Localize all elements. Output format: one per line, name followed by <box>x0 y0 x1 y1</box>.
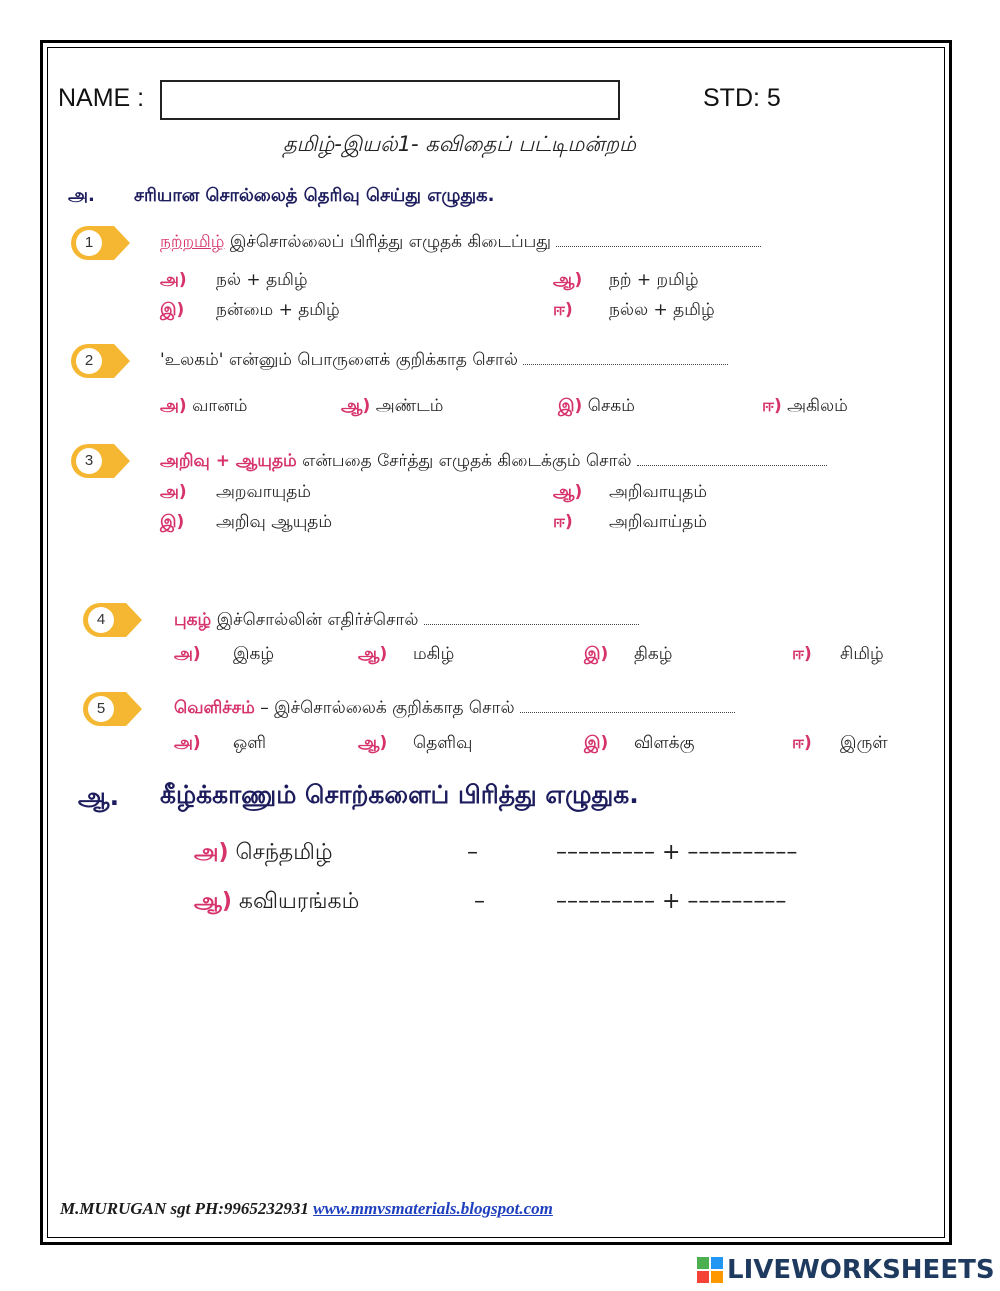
option-a[interactable] <box>174 644 201 666</box>
section-a-instruction: சரியான சொல்லைத் தெரிவு செய்து எழுதுக. <box>134 185 495 206</box>
option-marker: ஈ) <box>553 300 573 320</box>
footer-link[interactable]: www.mmvsmaterials.blogspot.com <box>313 1199 553 1218</box>
question-prompt: இச்சொல்லின் எதிர்ச்சொல் <box>216 610 419 630</box>
answer-blank[interactable] <box>424 610 639 625</box>
question-text <box>160 451 827 473</box>
question-number-badge <box>82 690 128 726</box>
answer-blank[interactable] <box>523 350 728 365</box>
question-prompt: என்பதை சேர்த்து எழுதக் கிடைக்கும் சொல் <box>302 451 632 471</box>
option-a-text[interactable]: ஒளி <box>233 733 267 753</box>
split-item-a <box>194 840 333 868</box>
option-c-text[interactable]: அறிவு ஆயுதம் <box>216 512 333 532</box>
option-marker: ஆ) <box>553 482 583 502</box>
option-a[interactable] <box>160 396 247 418</box>
item-word: செந்தமிழ் <box>235 840 333 865</box>
option-c[interactable] <box>558 396 635 418</box>
option-a-text[interactable]: நல் + தமிழ் <box>216 270 308 290</box>
item-marker: அ) <box>194 840 229 865</box>
option-marker: ஈ) <box>553 512 573 532</box>
option-marker: அ) <box>160 482 187 502</box>
question-prompt: – இச்சொல்லைக் குறிக்காத சொல் <box>260 698 515 718</box>
option-marker: ஈ) <box>762 396 782 416</box>
item-dash: – <box>474 889 485 914</box>
option-c-text[interactable]: நன்மை + தமிழ் <box>216 300 340 320</box>
liveworksheets-logo-icon <box>697 1257 723 1283</box>
option-c-text[interactable]: திகழ் <box>634 644 673 664</box>
brand-name: LIVEWORKSHEETS <box>727 1255 995 1285</box>
option-c[interactable] <box>160 512 184 534</box>
item-marker: ஆ) <box>194 889 232 914</box>
footer-credit <box>60 1199 553 1219</box>
split-item-b <box>194 889 359 917</box>
question-prompt: இச்சொல்லைப் பிரித்து எழுதக் கிடைப்பது <box>229 232 552 252</box>
option-marker: அ) <box>160 396 187 416</box>
answer-blank[interactable] <box>520 698 735 713</box>
option-b[interactable] <box>358 733 387 755</box>
question-number-badge <box>82 601 128 637</box>
option-marker: அ) <box>174 644 201 664</box>
answer-blank[interactable] <box>637 451 827 466</box>
question-keyword: வெளிச்சம் <box>174 698 255 718</box>
question-number: 3 <box>84 452 94 469</box>
footer-author: M.MURUGAN sgt PH:9965232931 <box>60 1199 309 1218</box>
worksheet-inner-border <box>47 47 945 1238</box>
option-d-text[interactable]: நல்ல + தமிழ் <box>609 300 715 320</box>
option-d[interactable] <box>792 733 812 755</box>
option-marker: ஆ) <box>341 396 371 416</box>
question-text <box>174 698 735 720</box>
question-number: 4 <box>96 611 106 628</box>
name-label: NAME : <box>58 84 145 112</box>
option-c[interactable] <box>584 733 608 755</box>
option-marker: ஆ) <box>358 733 388 753</box>
answer-blank[interactable] <box>556 232 761 247</box>
std-label: STD: 5 <box>703 84 781 112</box>
option-marker: அ) <box>160 270 187 290</box>
option-marker: ஆ) <box>553 270 583 290</box>
option-marker: இ) <box>160 300 185 320</box>
question-text <box>160 232 761 254</box>
option-c[interactable] <box>160 300 184 322</box>
option-c-text[interactable]: விளக்கு <box>634 733 695 753</box>
section-b-label: ஆ. <box>78 782 120 811</box>
question-keyword: புகழ் <box>174 610 212 630</box>
question-keyword: அறிவு + ஆயுதம் <box>160 451 297 471</box>
option-d-text[interactable]: அறிவாய்தம் <box>609 512 707 532</box>
option-marker: இ) <box>584 733 609 753</box>
question-number: 1 <box>84 234 94 251</box>
option-c[interactable] <box>584 644 608 666</box>
option-text: செகம் <box>587 396 635 416</box>
option-b-text[interactable]: அறிவாயுதம் <box>609 482 707 502</box>
question-number-badge <box>70 442 116 478</box>
option-text: வானம் <box>192 396 248 416</box>
question-prompt: 'உலகம்' என்னும் பொருளைக் குறிக்காத சொல் <box>160 350 518 370</box>
worksheet-title: தமிழ்-இயல்1- கவிதைப் பட்டிமன்றம் <box>283 132 636 156</box>
option-b-text[interactable]: மகிழ் <box>413 644 455 664</box>
option-d[interactable] <box>553 512 573 534</box>
question-number: 2 <box>84 352 94 369</box>
option-marker: இ) <box>558 396 583 416</box>
option-b-text[interactable]: தெளிவு <box>413 733 473 753</box>
option-marker: ஆ) <box>358 644 388 664</box>
option-marker: ஈ) <box>792 644 812 664</box>
worksheet-border <box>40 40 952 1245</box>
option-a[interactable] <box>160 482 187 504</box>
option-text: அண்டம் <box>375 396 444 416</box>
item-dash: – <box>467 840 478 865</box>
question-text <box>174 610 639 632</box>
option-b[interactable] <box>553 482 582 504</box>
option-b[interactable] <box>341 396 443 418</box>
question-text <box>160 350 728 372</box>
option-text: அகிலம் <box>787 396 848 416</box>
option-d[interactable] <box>792 644 812 666</box>
option-b[interactable] <box>553 270 582 292</box>
question-number: 5 <box>96 700 106 717</box>
option-marker: அ) <box>174 733 201 753</box>
section-b-instruction: கீழ்க்காணும் சொற்களைப் பிரித்து எழுதுக. <box>160 780 639 809</box>
question-number-badge <box>70 342 116 378</box>
option-d[interactable] <box>553 300 573 322</box>
option-b[interactable] <box>358 644 387 666</box>
option-a-text[interactable]: இகழ் <box>233 644 275 664</box>
option-d-text[interactable]: இருள் <box>840 733 888 753</box>
option-b-text[interactable]: நற் + றமிழ் <box>609 270 699 290</box>
split-answer-blank[interactable]: ––––––––– + ––––––––– <box>556 889 787 914</box>
name-input-box[interactable] <box>160 80 620 120</box>
option-marker: ஈ) <box>792 733 812 753</box>
split-answer-blank[interactable]: ––––––––– + –––––––––– <box>556 840 798 865</box>
option-a[interactable] <box>160 270 187 292</box>
question-number-badge <box>70 224 116 260</box>
section-a-label: அ. <box>68 185 95 206</box>
question-keyword: நற்றமிழ் <box>160 232 225 252</box>
option-d[interactable] <box>762 396 848 418</box>
item-word: கவியரங்கம் <box>238 889 360 914</box>
option-marker: இ) <box>584 644 609 664</box>
option-a[interactable] <box>174 733 201 755</box>
option-a-text[interactable]: அறவாயுதம் <box>216 482 311 502</box>
option-d-text[interactable]: சிமிழ் <box>840 644 884 664</box>
option-marker: இ) <box>160 512 185 532</box>
